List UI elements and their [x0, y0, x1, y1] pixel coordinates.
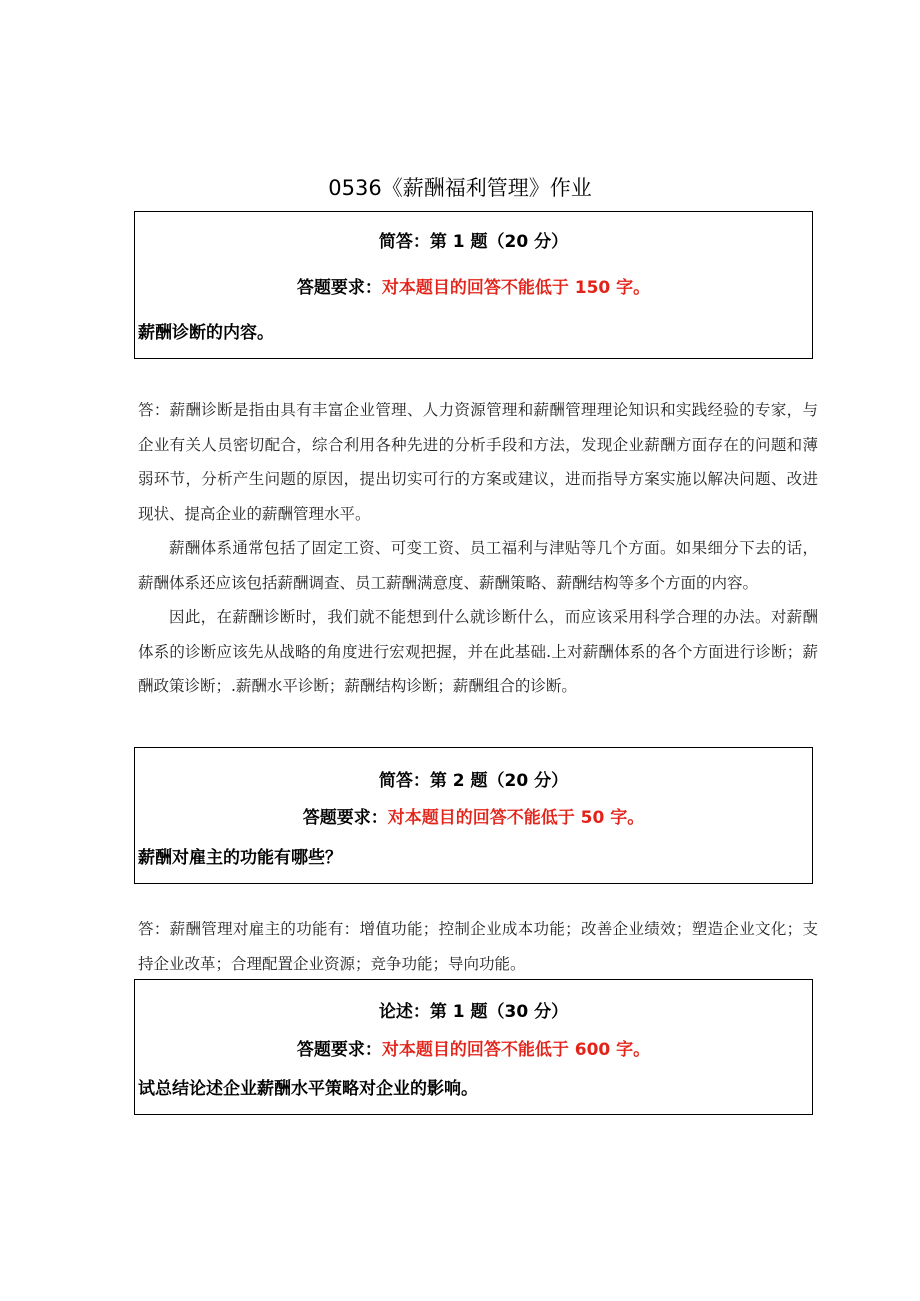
answer-block-1 — [138, 393, 818, 704]
question-box-1 — [134, 211, 813, 359]
answer-paragraph: 因此，在薪酬诊断时，我们就不能想到什么就诊断什么，而应该采用科学合理的办法。对薪酬体系的诊断应该先从战略的角度进行宏观把握，并在此基础.上对薪酬体系的各个方面进行诊断；薪酬政策诊断；.薪酬水平诊断；薪酬结构诊断；薪酬组合的诊断。 — [138, 608, 818, 695]
requirement-text: 对本题目的回答不能低于 150 字。 — [381, 278, 651, 298]
question-header: 论述：第 1 题（30 分） — [378, 1002, 569, 1022]
question-requirement — [135, 1038, 812, 1062]
question-box-3 — [134, 979, 813, 1115]
question-header: 简答：第 2 题（20 分） — [378, 771, 569, 791]
question-header: 简答：第 1 题（20 分） — [378, 232, 569, 252]
question-requirement — [135, 276, 812, 300]
answer-paragraph: 答：薪酬诊断是指由具有丰富企业管理、人力资源管理和薪酬管理理论知识和实践经验的专家，与企业有关人员密切配合，综合利用各种先进的分析手段和方法，发现企业薪酬方面存在的问题和薄弱环节，分析产生问题的原因，提出切实可行的方案或建议，进而指导方案实施以解决问题、改进现状、提高企业的薪酬管理水平。 — [138, 401, 818, 523]
requirement-label: 答题要求： — [296, 1040, 382, 1060]
question-text: 薪酬诊断的内容。 — [138, 323, 274, 343]
answer-paragraph: 答：薪酬管理对雇主的功能有：增值功能；控制企业成本功能；改善企业绩效；塑造企业文化；支持企业改革；合理配置企业资源；竞争功能；导向功能。 — [138, 920, 818, 973]
document-title: 0536《薪酬福利管理》作业 — [328, 176, 592, 200]
requirement-text: 对本题目的回答不能低于 50 字。 — [387, 808, 645, 828]
question-box-2 — [134, 747, 813, 884]
question-requirement — [135, 806, 812, 830]
requirement-label: 答题要求： — [302, 808, 388, 828]
question-text: 试总结论述企业薪酬水平策略对企业的影响。 — [138, 1079, 478, 1099]
requirement-text: 对本题目的回答不能低于 600 字。 — [381, 1040, 651, 1060]
answer-block-2 — [138, 912, 818, 981]
answer-paragraph: 薪酬体系通常包括了固定工资、可变工资、员工福利与津贴等几个方面。如果细分下去的话，薪酬体系还应该包括薪酬调查、员工薪酬满意度、薪酬策略、薪酬结构等多个方面的内容。 — [138, 539, 818, 592]
question-text: 薪酬对雇主的功能有哪些？ — [138, 848, 342, 868]
requirement-label: 答题要求： — [296, 278, 382, 298]
